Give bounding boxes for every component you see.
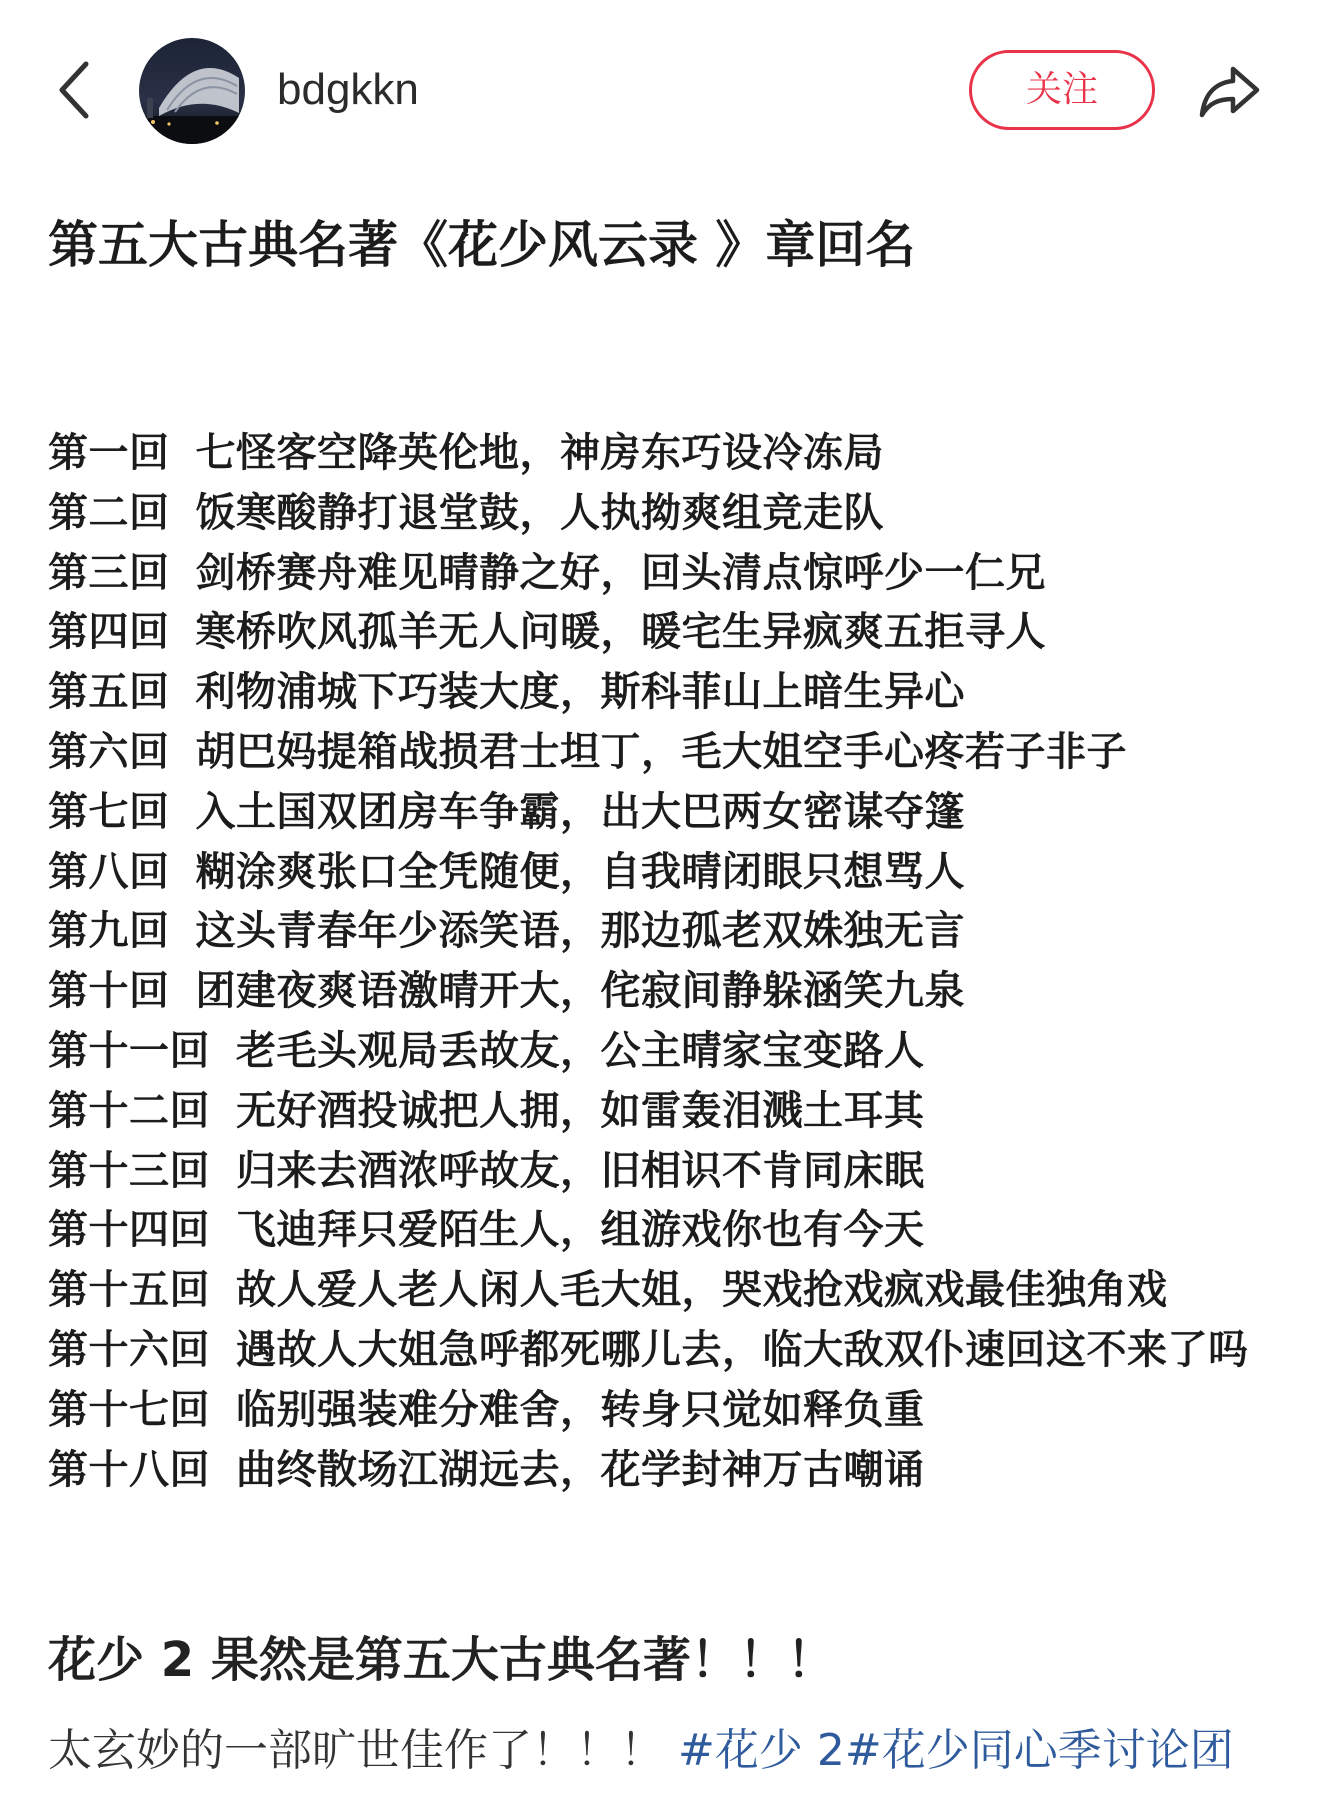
chapter-title: 临别强装难分难舍，转身只觉如释负重: [236, 1386, 925, 1433]
chapter-item: [48, 484, 1249, 544]
chapter-item: [48, 783, 1249, 843]
chapter-item: [48, 843, 1249, 903]
chapter-title: 这头青春年少添笑语，那边孤老双姝独无言: [195, 908, 965, 955]
follow-button[interactable]: 关注: [969, 50, 1155, 130]
chapter-item: [48, 603, 1249, 663]
share-icon: [1197, 63, 1263, 121]
chapter-number: 第七回: [48, 788, 170, 835]
chapter-number: 第五回: [48, 669, 170, 716]
chapter-title: 故人爱人老人闲人毛大姐，哭戏抢戏疯戏最佳独角戏: [236, 1267, 1168, 1314]
chapter-item: [48, 663, 1249, 723]
chapter-item: [48, 1381, 1249, 1441]
chapter-item: [48, 1321, 1249, 1381]
chapter-number: 第十七回: [48, 1386, 210, 1433]
chapter-number: 第四回: [48, 609, 170, 656]
chapter-title: 糊涂爽张口全凭随便，自我晴闭眼只想骂人: [195, 848, 965, 895]
chapter-title: 曲终散场江湖远去，花学封神万古嘲诵: [236, 1446, 925, 1493]
chapter-item: [48, 1082, 1249, 1142]
chapter-item: [48, 544, 1249, 604]
chapter-title: 胡巴妈提箱战损君士坦丁，毛大姐空手心疼若子非子: [195, 728, 1127, 775]
avatar-image: [139, 38, 245, 144]
chapter-item: [48, 1261, 1249, 1321]
chapter-title: 遇故人大姐急呼都死哪儿去，临大敌双仆速回这不来了吗: [236, 1326, 1249, 1373]
username[interactable]: bdgkkn: [277, 65, 419, 114]
chapter-item: [48, 1142, 1249, 1202]
chapter-title: 老毛头观局丢故友，公主晴家宝变路人: [236, 1027, 925, 1074]
avatar[interactable]: [139, 38, 245, 144]
chapter-title: 入土国双团房车争霸，出大巴两女密谋夺篷: [195, 788, 965, 835]
chapter-title: 七怪客空降英伦地，神房东巧设冷冻局: [195, 430, 884, 476]
chapter-title: 寒桥吹风孤羊无人问暖，暖宅生异疯爽五拒寻人: [195, 609, 1046, 656]
chapter-number: 第三回: [48, 549, 170, 596]
chapter-number: 第十四回: [48, 1207, 210, 1254]
chapter-item: [48, 962, 1249, 1022]
chapter-title: 归来去酒浓呼故友，旧相识不肯同床眠: [236, 1147, 925, 1194]
chapter-number: 第十六回: [48, 1326, 210, 1373]
chapter-number: 第二回: [48, 489, 170, 536]
chapter-title: 飞迪拜只爱陌生人，组游戏你也有今天: [236, 1207, 925, 1254]
chapter-item: [48, 1022, 1249, 1082]
comment-heading: 花少 2 果然是第五大古典名著！！！: [48, 1632, 835, 1688]
hashtag-link[interactable]: #花少同心季讨论团: [844, 1725, 1234, 1776]
chapter-item: [48, 1441, 1249, 1501]
share-button[interactable]: [1190, 52, 1270, 132]
chapter-title: 饭寒酸静打退堂鼓，人执拗爽组竞走队: [195, 489, 884, 536]
chapter-number: 第一回: [48, 430, 170, 476]
chapter-number: 第十三回: [48, 1147, 210, 1194]
chapter-number: 第十八回: [48, 1446, 210, 1493]
back-button[interactable]: [44, 50, 104, 130]
chapter-item: [48, 723, 1249, 783]
chapter-title: 剑桥赛舟难见晴静之好，回头清点惊呼少一仁兄: [195, 549, 1046, 596]
top-bar: [0, 0, 1320, 180]
hashtag-link[interactable]: #花少 2: [678, 1725, 845, 1776]
chapter-number: 第九回: [48, 908, 170, 955]
chapter-item: [48, 902, 1249, 962]
chapter-number: 第八回: [48, 848, 170, 895]
comment-line: [48, 1718, 1234, 1784]
chapter-item: [48, 424, 1249, 484]
chapter-list: [48, 424, 1249, 1500]
chevron-left-icon: [54, 58, 94, 122]
chapter-number: 第十二回: [48, 1087, 210, 1134]
chapter-number: 第十回: [48, 968, 170, 1015]
chapter-title: 团建夜爽语激晴开大，侘寂间静躲涵笑九泉: [195, 968, 965, 1015]
chapter-number: 第六回: [48, 728, 170, 775]
chapter-item: [48, 1201, 1249, 1261]
comment-text: 太玄妙的一部旷世佳作了！！！: [48, 1725, 678, 1776]
chapter-number: 第十五回: [48, 1267, 210, 1314]
chapter-number: 第十一回: [48, 1027, 210, 1074]
post-title: 第五大古典名著《花少风云录 》章回名: [48, 216, 916, 274]
chapter-title: 无好酒投诚把人拥，如雷轰泪溅土耳其: [236, 1087, 925, 1134]
chapter-title: 利物浦城下巧装大度，斯科菲山上暗生异心: [195, 669, 965, 716]
